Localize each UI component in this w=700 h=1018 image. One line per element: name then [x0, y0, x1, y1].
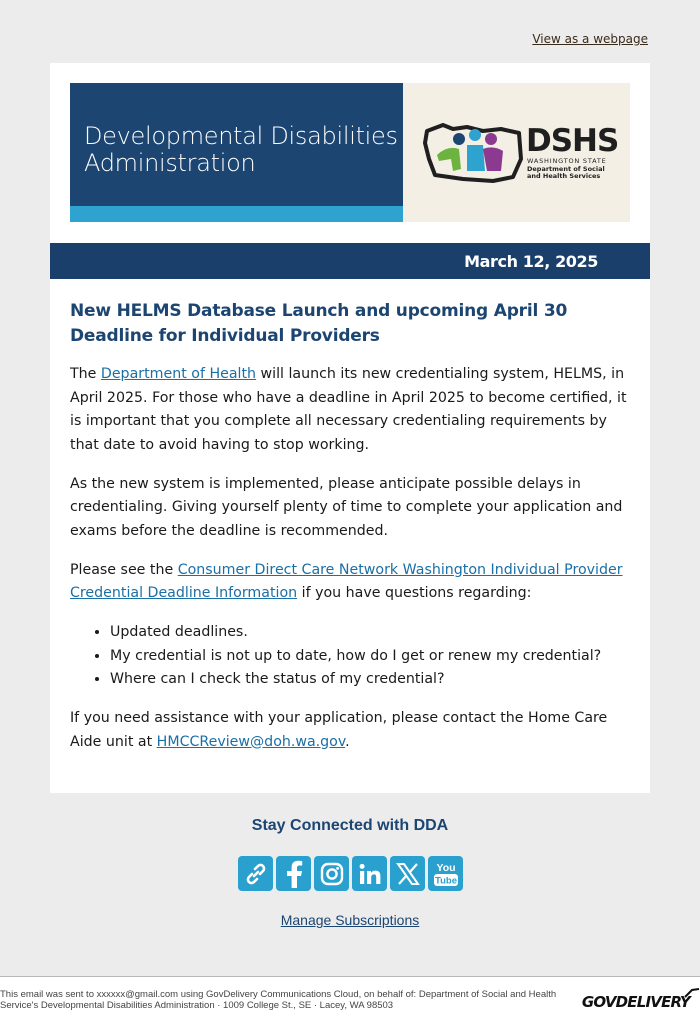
dshs-logo	[403, 83, 630, 222]
dda-banner	[70, 83, 403, 222]
paragraph-4: If you need assistance with your application, please contact the Home Care Aide unit at HMCCReview@doh.wa.gov.	[70, 710, 608, 750]
x-icon[interactable]	[390, 856, 425, 891]
list-item: • Where can I check the status of my credential?	[110, 668, 632, 692]
date-bar	[50, 243, 650, 279]
footer	[0, 977, 700, 1018]
footer-disclaimer: This email was sent to xxxxxx@gmail.com using GovDelivery Communications Cloud, on behalf of: Department of Social and Health Service's Developmental Disabilities Administration · 1009 College St., SE · Lacey, WA 98503	[0, 989, 557, 1011]
list-item: • My credential is not up to date, how do I get or renew my credential?	[110, 645, 632, 669]
paragraph-3: Please see the Consumer Direct Care Network Washington Individual Provider Credential Deadline Information if you have questions regarding:	[70, 561, 623, 601]
social-links	[238, 856, 463, 891]
dshs-wordmark: DSHS	[526, 123, 619, 159]
govdelivery-logo: GOVDELIVERY	[581, 993, 690, 1011]
dshs-subtitle: WASHINGTON STATE Department of Social and Health Services	[527, 157, 607, 181]
facebook-icon[interactable]	[276, 856, 311, 891]
stay-connected-heading: Stay Connected with DDA	[251, 817, 449, 834]
questions-list	[110, 621, 632, 692]
article-headline: New HELMS Database Launch and upcoming April 30 Deadline for Individual Providers	[70, 301, 568, 346]
link-icon[interactable]	[238, 856, 273, 891]
article-body	[70, 299, 632, 770]
department-of-health-link[interactable]: Department of Health	[100, 366, 257, 382]
linkedin-icon[interactable]	[352, 856, 387, 891]
youtube-icon[interactable]	[428, 856, 463, 891]
banner-title-line-1: Developmental Disabilities	[84, 122, 398, 150]
view-as-webpage-link[interactable]: View as a webpage	[532, 32, 648, 46]
hmcc-email-link[interactable]: HMCCReview@doh.wa.gov	[156, 733, 346, 750]
email-card	[50, 63, 650, 793]
banner-stripe	[70, 206, 403, 222]
paragraph-2: As the new system is implemented, please anticipate possible delays in credentialing. Giving yourself plenty of time to complete your application and exams before the deadline is recommended.	[70, 475, 623, 539]
youtube-top-text: You	[435, 861, 456, 874]
banner-title	[84, 123, 398, 177]
youtube-bottom-text: Tube	[434, 875, 457, 886]
cdcn-deadline-info-link[interactable]: Consumer Direct Care Network Washington Individual Provider Credential Deadline Information	[70, 561, 623, 601]
govdelivery-swoosh-icon	[684, 987, 700, 999]
instagram-icon[interactable]	[314, 856, 349, 891]
manage-subscriptions-link[interactable]: Manage Subscriptions	[280, 912, 420, 928]
banner-title-line-2: Administration	[84, 149, 256, 177]
header-banner	[70, 83, 630, 222]
list-item: • Updated deadlines.	[110, 621, 632, 645]
paragraph-1: The Department of Health will launch its new credentialing system, HELMS, in April 2025. For those who have a deadline in April 2025 to become certified, it is important that you complete all necessary credentialing requirements by that date to avoid having to stop working.	[70, 366, 627, 453]
issue-date: March 12, 2025	[464, 252, 598, 271]
dshs-people-icon	[423, 119, 525, 185]
